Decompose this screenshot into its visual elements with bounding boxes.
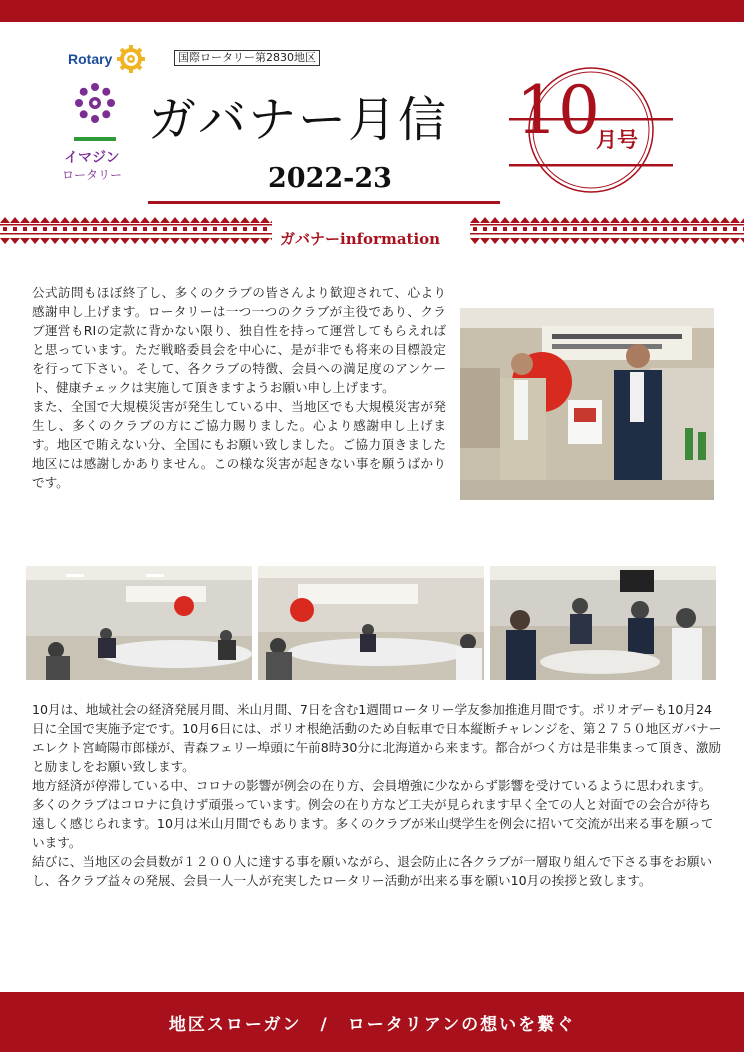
section-heading: ガバナーinformation [280, 230, 441, 248]
imagine-green-bar [74, 137, 116, 141]
rotary-logo-text: Rotary [68, 51, 113, 67]
photo-meeting-2 [258, 566, 484, 680]
top-banner [0, 0, 744, 22]
district-slogan: 地区スローガン / ロータリアンの想いを繋ぐ [168, 1014, 576, 1035]
greeting-text: 公式訪問もほぼ終了し、多くのクラブの皆さんより歓迎されて、心より感謝申し上げます。ロータリーは一つ一つのクラブが主役であり、クラブ運営もRIの定款に背かない限り、独自性を持って運営してもらえればと思っています。ただ戦略委員会を中心に、是が非でも将来の目標設定を行って下さい。そして、各クラブの特徴、会員への満足度のアンケート、健康チェックは実施して頂きますようお願い申し上げます。 また、全国で大規模災害が発生している中、当地区でも大規模災害が発生し、多くのクラブの方にご協力賜りました。心より感謝申し上げます。地区で賄えない分、全国にもお願い致しました。ご協力頂きました地区には感謝しかありません。この様な災害が起きない事を願うばかりです。 [32, 285, 446, 490]
title-underline [148, 201, 500, 204]
photo-governor-presentation [460, 308, 714, 500]
footer-banner [0, 992, 744, 1052]
photo-meeting-1-image [26, 566, 252, 680]
photo-meeting-2-image [258, 566, 484, 680]
greeting-paragraph [32, 283, 446, 492]
decorative-pattern-left [0, 214, 272, 244]
photo-meeting-3 [490, 566, 716, 680]
district-label: 国際ロータリー第2830地区 [174, 50, 320, 66]
decorative-pattern-right [470, 214, 744, 244]
imagine-rotary-icon [74, 82, 116, 124]
imagine-title: イマジン [64, 150, 120, 166]
newsletter-title: ガバナー月信 [148, 92, 449, 148]
rotary-year: 2022-23 [268, 163, 392, 194]
rotary-wheel-icon [116, 44, 146, 74]
october-paragraph [32, 700, 722, 890]
october-text: 10月は、地域社会の経済発展月間、米山月間、7日を含む1週間ロータリー学友参加推進月間です。ポリオデーも10月24日に全国で実施予定です。10月6日には、ポリオ根絶活動のため自転車で日本縦断チャレンジを、第２７５０地区ガバナーエレクト宮崎陽市郎様が、青森フェリー埠頭に午前8時30分に北海道から来ます。都合がつく方は是非集まって頂き、激励と励ましをお願い致します。 地方経済が停滞している中、コロナの影響が例会の在り方、会員増強に少なからず影響を受けているように思われます。多くのクラブはコロナに負けず頑張っています。例会の在り方など工夫が見られます早く全ての人と対面での会合が待ち遠しく感じられます。10月は米山月間でもあります。多くのクラブが米山奨学生を例会に招いて交流が出来る事を願っています。 結びに、当地区の会員数が１２００人に達する事を願いながら、退会防止に各クラブが一層取り組んで下さる事をお願いし、各クラブ益々の発展、会員一人一人が充実したロータリー活動が出来る事を願い10月の挨拶と致します。 [32, 702, 722, 888]
photo-meeting-3-image [490, 566, 716, 680]
rotary-logo [68, 44, 146, 74]
photo-meeting-1 [26, 566, 252, 680]
photo-governor-presentation-image [460, 308, 714, 500]
issue-number: 10 [516, 72, 600, 149]
imagine-subtitle: ロータリー [62, 168, 123, 182]
issue-suffix: 月号 [596, 128, 638, 152]
